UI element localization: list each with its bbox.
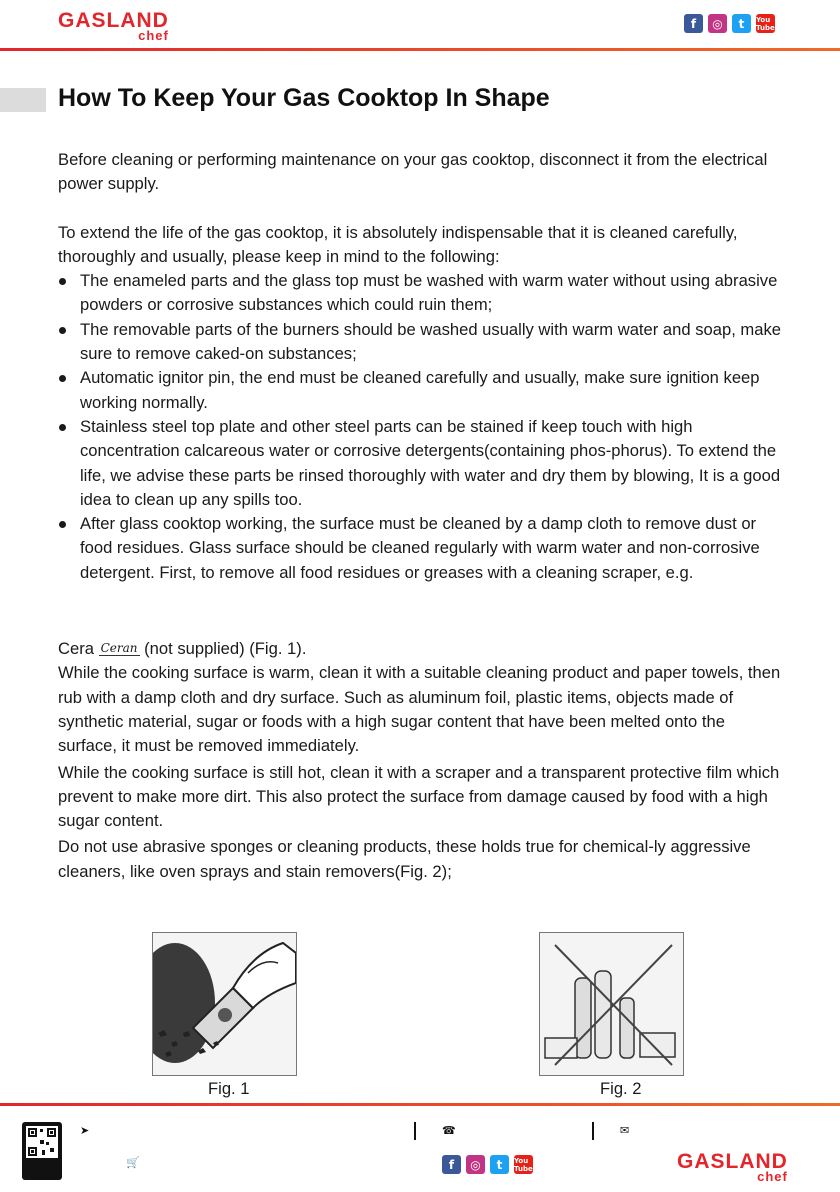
facebook-icon[interactable]: f [684, 14, 703, 33]
bullet-item: Stainless steel top plate and other steel parts can be stained if keep touch with high concentration calcareous water or corrosive detergents(containing phos-phorus). To extend the life, we advise these parts be rinsed thoroughly with water and dry them by blowing, It is a good idea to clean up any spills too. [58, 415, 788, 512]
fig1-scraper-image [152, 932, 297, 1076]
bullet-item: The removable parts of the burners should be washed usually with warm water and soap, make sure to remove caked-on substances; [58, 318, 788, 367]
logo-main-text: GASLAND [677, 1150, 788, 1173]
paragraph-hot-surface: While the cooking surface is still hot, clean it with a scraper and a transparent protective film which prevent to make more dirt. This also protect the surface from damage caused by food with a high sugar content. [58, 762, 780, 831]
intro-paragraph-1: Before cleaning or performing maintenance on your gas cooktop, disconnect it from the electrical power supply. [58, 150, 768, 194]
bullet-item: The enameled parts and the glass top must be washed with warm water without using abrasive powders or corrosive substances which could ruin them; [58, 269, 788, 318]
figures-row [0, 930, 840, 1100]
facebook-icon[interactable]: f [442, 1155, 461, 1174]
mail-icon: ✉ [620, 1124, 630, 1137]
page-title: How To Keep Your Gas Cooktop In Shape [58, 84, 550, 112]
cleaning-bullet-list [58, 269, 788, 585]
logo-main-text: GASLAND [58, 9, 169, 32]
bullet-item: Automatic ignitor pin, the end must be cleaned carefully and usually, make sure ignition keep working normally. [58, 366, 788, 415]
qr-code-icon [22, 1122, 62, 1180]
paragraph-abrasive-warning: Do not use abrasive sponges or cleaning products, these holds true for chemical-ly aggressive cleaners, like oven sprays and stain removers(Fig. 2); [58, 837, 751, 881]
footer-social-icons [442, 1155, 533, 1174]
body-content [58, 148, 788, 884]
phone-icon: ☎ [442, 1124, 456, 1137]
paragraph-warm-surface: While the cooking surface is warm, clean it with a suitable cleaning product and paper towels, then rub with a damp cloth and dry surface. Such as aluminum foil, plastic items, objects made of synthetic material, sugar or foods with a high sugar content that have been melted onto the surface, it must be removed immediately. [58, 663, 781, 756]
twitter-icon[interactable]: t [732, 14, 751, 33]
location-arrow-icon: ➤ [80, 1124, 90, 1137]
cera-line [58, 637, 788, 661]
header-divider [0, 48, 840, 51]
intro-paragraph-2: To extend the life of the gas cooktop, it is absolutely indispensable that it is cleaned carefully, thoroughly and usually, please keep in mind to the following: [58, 222, 738, 266]
gasland-logo [58, 10, 169, 42]
instagram-icon[interactable]: ◎ [466, 1155, 485, 1174]
page-header [0, 0, 840, 52]
gasland-footer-logo [677, 1151, 788, 1183]
youtube-icon[interactable]: You Tube [756, 15, 775, 32]
header-social-icons [684, 14, 775, 33]
youtube-icon[interactable]: You Tube [514, 1156, 533, 1173]
twitter-icon[interactable]: t [490, 1155, 509, 1174]
bullet-item: After glass cooktop working, the surface must be cleaned by a damp cloth to remove dust or food residues. Glass surface should be cleaned regularly with warm water and non-corrosive detergent. First, to remove all food residues or greases with a cleaning scraper, e.g. [58, 512, 788, 585]
instagram-icon[interactable]: ◎ [708, 14, 727, 33]
section-tab-marker [0, 88, 46, 112]
logo-sub-text: chef [757, 1169, 788, 1184]
cera-suffix: (not supplied) (Fig. 1). [139, 639, 307, 659]
cera-prefix: Cera [58, 639, 94, 659]
footer-separator [414, 1122, 416, 1140]
footer-separator [592, 1122, 594, 1140]
fig2-caption: Fig. 2 [600, 1079, 642, 1098]
ceran-logo-icon: Ceran [100, 641, 138, 656]
logo-sub-text: chef [138, 28, 169, 43]
page-footer [0, 1105, 840, 1192]
fig2-no-chemicals-image [539, 932, 684, 1076]
fig1-caption: Fig. 1 [208, 1079, 250, 1098]
cart-icon: 🛒 [126, 1156, 140, 1169]
